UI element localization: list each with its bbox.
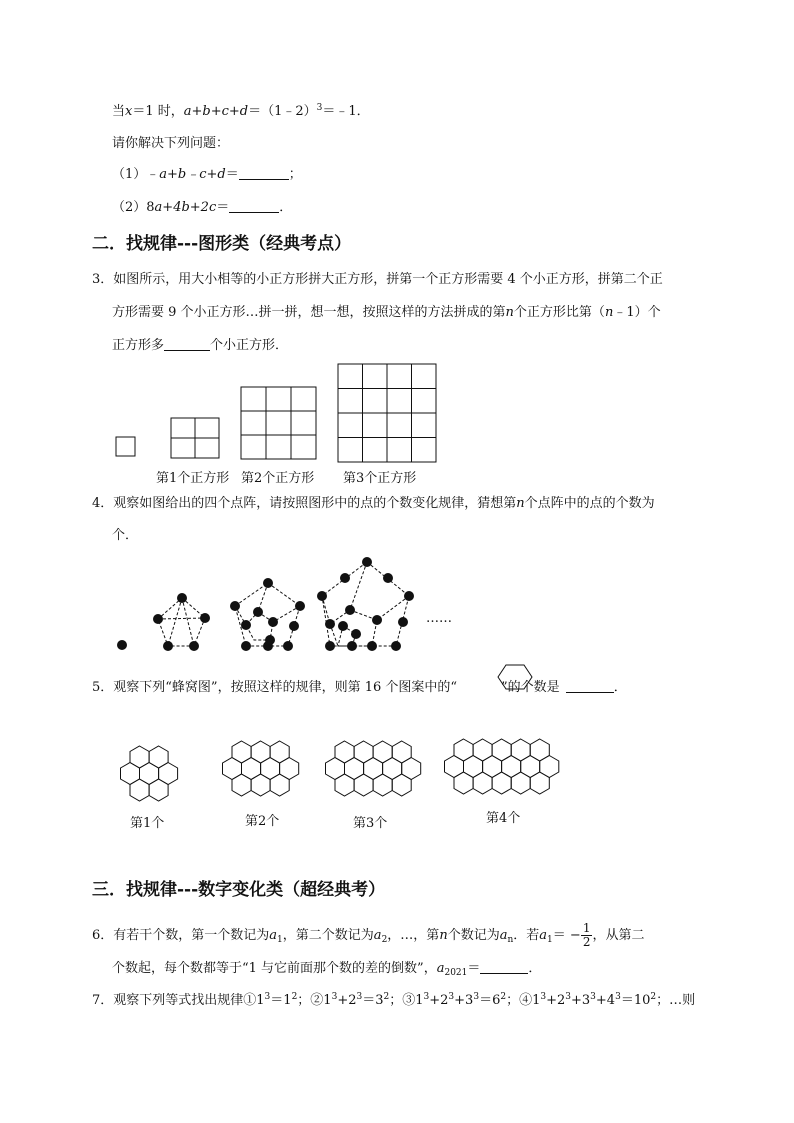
var-x: x [125, 104, 133, 119]
p7-line [92, 993, 695, 1009]
text: 个正方形比第（ [513, 305, 605, 320]
answer-blank[interactable] [480, 961, 528, 974]
exponent: 3 [423, 992, 430, 1002]
text: 正方形多 [112, 338, 165, 353]
var-a: a [499, 928, 508, 943]
text: ；…则 [656, 993, 696, 1008]
exponent: 3 [448, 992, 455, 1002]
var-a: a [373, 928, 382, 943]
exponent: 3 [565, 992, 571, 1002]
honeycomb-caption-2: 第2个 [245, 814, 280, 829]
honeycomb-cell [373, 774, 392, 796]
exponent: 3 [316, 103, 323, 113]
exponent: 3 [615, 992, 621, 1002]
p4-line-2: 个． [112, 528, 139, 543]
text: （2）8 [112, 200, 155, 215]
honeycomb-cell [392, 774, 411, 796]
p3-line-1: 3．如图所示，用大小相等的小正方形拼大正方形，拼第一个正方形需要 4 个小正方形，拼第二个正 [92, 272, 663, 287]
exponent: 2 [291, 992, 298, 1002]
var-n: n [604, 305, 614, 320]
text: ＝ − [552, 928, 581, 943]
honeycomb-cell [492, 772, 511, 794]
honeycomb-caption-3: 第3个 [353, 816, 388, 831]
text: +4 [595, 993, 616, 1008]
text: ＝6 [479, 993, 501, 1008]
var-a: a [269, 928, 278, 943]
text: +3 [571, 993, 591, 1008]
fraction-denominator: 2 [582, 935, 591, 949]
subscript: 1 [547, 935, 553, 945]
section-heading-2: 二．找规律---图形类（经典考点） [92, 234, 352, 254]
honeycomb-cell [354, 774, 373, 796]
text: 个点阵中的点的个数为 [524, 496, 655, 511]
var-a: a [539, 928, 548, 943]
text: +2 [429, 993, 449, 1008]
fraction-numerator: 1 [582, 921, 591, 935]
text: 4．观察如图给出的四个点阵，请按照图形中的点的个数变化规律，猜想第 [92, 496, 517, 511]
text: 个小正方形． [210, 338, 289, 353]
p6-line-1 [92, 919, 644, 955]
text: ＝ [467, 961, 481, 976]
exponent: 2 [383, 992, 390, 1002]
subscript: 2021 [444, 968, 468, 978]
text: +2 [337, 993, 357, 1008]
exponent: 3 [264, 992, 271, 1002]
exponent: 3 [356, 992, 363, 1002]
square-caption-3: 第3个正方形 [343, 471, 417, 486]
text: ”的个数是 [501, 680, 560, 695]
var-n: n [516, 496, 525, 511]
var-n: n [439, 928, 448, 943]
var-n: n [505, 305, 514, 320]
exponent: 3 [331, 992, 338, 1002]
text: ，第二个数记为 [282, 928, 374, 943]
text: ＝（1﹣2） [248, 104, 317, 119]
text: 方形需要 9 个小正方形…拼一拼，想一想，按照这样的方法拼成的第 [112, 305, 506, 320]
subscript: 2 [381, 935, 388, 945]
honeycomb-cell [270, 774, 289, 796]
text: ＝ [225, 167, 239, 182]
text: 个数记为 [447, 928, 500, 943]
var-a: a [436, 961, 445, 976]
text: ； [288, 167, 302, 182]
expr: a+4b+2c [154, 200, 217, 215]
text: ＝1 时， [132, 104, 184, 119]
p6-line-2 [112, 961, 541, 977]
text: 个数起，每个数都等于“1 与它前面那个数的差的倒数”， [112, 961, 437, 976]
text: 当 [112, 104, 126, 119]
text: （1）﹣ [112, 167, 160, 182]
text: ；②1 [297, 993, 332, 1008]
honeycomb-cell [530, 772, 549, 794]
fraction [581, 922, 593, 949]
honeycomb-cell [149, 779, 168, 801]
text: 6．有若干个数，第一个数记为 [92, 928, 270, 943]
square-caption-2: 第2个正方形 [241, 471, 315, 486]
exponent: 3 [473, 992, 480, 1002]
expr: a+b﹣c+d [159, 167, 226, 182]
honeycomb-caption-1: 第1个 [130, 816, 165, 831]
exponent: 2 [500, 992, 507, 1002]
text: ＝10 [620, 993, 651, 1008]
text: ． [279, 200, 293, 215]
ellipsis: …… [426, 611, 452, 626]
honeycomb-cell [130, 779, 149, 801]
text: ． [613, 680, 627, 695]
exponent: 2 [650, 992, 657, 1002]
honeycomb-cell [454, 772, 473, 794]
text: ＝ [216, 200, 230, 215]
text: ，从第二 [592, 928, 645, 943]
intro-line-2: 请你解决下列问题： [112, 136, 230, 151]
text: ． [528, 961, 542, 976]
exponent: 3 [590, 992, 596, 1002]
text: ＝1 [270, 993, 292, 1008]
subscript: n [507, 935, 514, 945]
text: ．若 [513, 928, 540, 943]
text: ＝3 [362, 993, 384, 1008]
text: ；④1 [506, 993, 541, 1008]
text: +3 [454, 993, 474, 1008]
honeycomb-cell [232, 774, 251, 796]
honeycomb-caption-4: 第4个 [486, 811, 521, 826]
text: ﹣1）个 [613, 305, 661, 320]
text: ，…，第 [387, 928, 440, 943]
text: +2 [546, 993, 566, 1008]
honeycomb-cell [335, 774, 354, 796]
square-caption-1: 第1个正方形 [156, 471, 230, 486]
text: 5．观察下列“蜂窝图”，按照这样的规律，则第 16 个图案中的“ [92, 680, 458, 695]
honeycomb-cell [473, 772, 492, 794]
exponent: 3 [540, 992, 547, 1002]
section-heading-3: 三．找规律---数字变化类（超经典考） [92, 880, 386, 900]
text: ；③1 [389, 993, 424, 1008]
subscript: 1 [277, 935, 283, 945]
text: ＝﹣1． [322, 104, 370, 119]
text: 7．观察下列等式找出规律①1 [92, 993, 265, 1008]
honeycomb-cell [511, 772, 530, 794]
honeycomb-cell [251, 774, 270, 796]
expr: a+b+c+d [183, 104, 249, 119]
